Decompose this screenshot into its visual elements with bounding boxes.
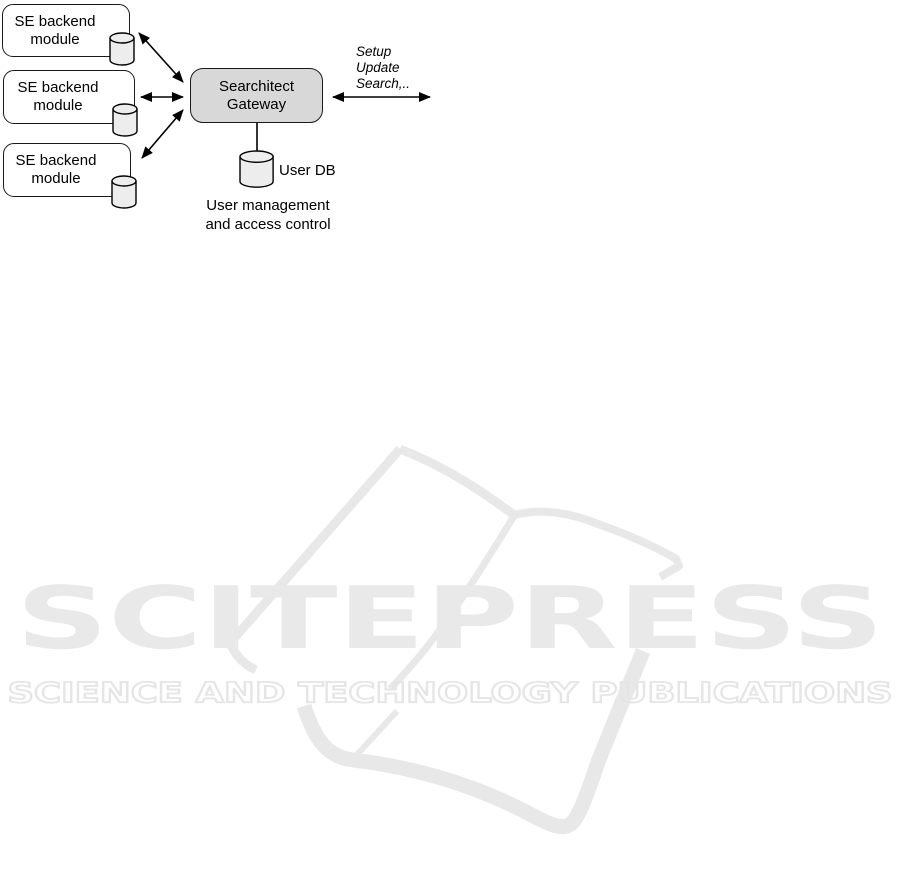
searchitect-gateway-box — [190, 68, 323, 123]
se-backend-module-box-3 — [3, 143, 131, 197]
architecture-diagram — [0, 0, 470, 250]
caption-line: and access control — [205, 216, 331, 233]
module-label: SE backend — [17, 79, 99, 96]
watermark-tagline-text: SCIENCE AND TECHNOLOGY PUBLICATIONS — [7, 677, 893, 709]
gateway-label: Gateway — [226, 95, 287, 113]
user-db-cylinder-icon — [240, 151, 273, 187]
arrow-module3-gateway — [142, 110, 183, 158]
external-operations-label — [356, 44, 410, 92]
module-label: module — [30, 30, 80, 48]
book-outline-icon — [230, 449, 679, 827]
module-label: module — [31, 170, 81, 187]
ops-line: Search,.. — [356, 76, 411, 91]
watermark-logo-text: SCITEPRESS — [16, 569, 884, 669]
arrow-module1-gateway — [139, 33, 183, 82]
caption-line: User management — [206, 197, 330, 214]
module-label: module — [33, 97, 83, 114]
gateway-label: Searchitect — [218, 77, 295, 95]
ops-line: Setup — [356, 44, 392, 59]
se-backend-module-box-2 — [3, 70, 135, 124]
module-label: SE backend — [14, 12, 96, 30]
ops-line: Update — [356, 60, 400, 75]
se-backend-module-box-1 — [2, 4, 130, 57]
user-db-label: User DB — [279, 162, 336, 179]
module-label: SE backend — [15, 152, 97, 169]
diagram-caption — [189, 196, 347, 234]
